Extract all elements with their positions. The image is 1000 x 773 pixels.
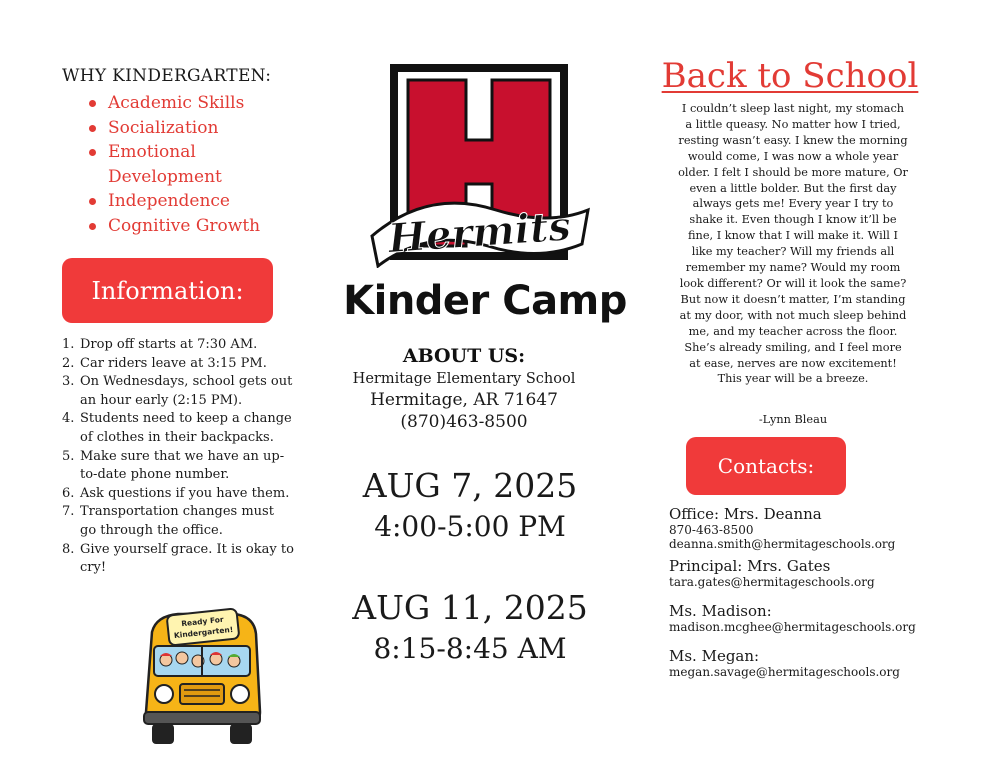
camp-date-1: AUG 7, 2025 bbox=[362, 466, 578, 505]
list-item: 6. Ask questions if you have them. bbox=[62, 485, 290, 501]
contact-office bbox=[669, 506, 939, 551]
contact-madison bbox=[669, 603, 939, 634]
hermits-logo bbox=[368, 60, 590, 268]
contact-name: Principal: Mrs. Gates bbox=[669, 557, 831, 575]
list-item: Socialization bbox=[88, 116, 288, 141]
list-item: Emotional Development bbox=[88, 140, 288, 189]
contact-email: deanna.smith@hermitageschools.org bbox=[669, 537, 896, 551]
list-item: Academic Skills bbox=[88, 91, 288, 116]
poem-text: I couldn’t sleep last night, my stomach a little queasy. No matter how I tried, resting wasn’t easy. I knew the morning would come, I was now a whole year older. I felt I should be more mature, Or even a little bolder. But the first day always gets me! Every year I try to shake it. Even though I know it’ll be fine, I know that I will make it. Will I like my teacher? Will my friends all remember my name? Would my room look different? Or will it look the same? But now it doesn’t matter, I’m standing at my door, with not much sleep behind me, and my teacher across the floor. She’s already smiling, and I feel more at ease, nerves are now excitement! This year will be a breeze. bbox=[678, 102, 908, 386]
school-city: Hermitage, AR 71647 bbox=[370, 390, 558, 410]
contact-name: Ms. Megan: bbox=[669, 647, 760, 665]
camp-date-2: AUG 11, 2025 bbox=[352, 588, 588, 627]
list-item: 1. Drop off starts at 7:30 AM. bbox=[62, 337, 258, 352]
back-to-school-heading: Back to School bbox=[661, 56, 919, 96]
bullet-icon bbox=[89, 223, 96, 230]
svg-text:Kindergarten!: Kindergarten! bbox=[173, 624, 234, 641]
list-item: 2. Car riders leave at 3:15 PM. bbox=[62, 355, 267, 371]
logo-script-text: Hermits bbox=[386, 202, 573, 263]
page-title: Kinder Camp bbox=[343, 278, 627, 324]
list-item: 8. Give yourself grace. It is okay to cry! bbox=[62, 541, 294, 576]
contact-megan bbox=[669, 648, 939, 679]
contacts-heading: Contacts: bbox=[686, 437, 846, 495]
svg-text:Ready For: Ready For bbox=[180, 614, 225, 629]
camp-time-2: 8:15-8:45 AM bbox=[373, 632, 567, 665]
contact-phone: 870-463-8500 bbox=[669, 523, 754, 537]
camp-time-1: 4:00-5:00 PM bbox=[374, 510, 566, 543]
school-bus-icon bbox=[138, 608, 266, 748]
list-item: 5. Make sure that we have an up-to-date phone number. bbox=[62, 448, 285, 483]
list-item: Independence bbox=[88, 189, 288, 214]
school-phone: (870)463-8500 bbox=[400, 412, 528, 432]
contact-email: tara.gates@hermitageschools.org bbox=[669, 575, 875, 589]
bullet-icon bbox=[89, 198, 96, 205]
bullet-icon bbox=[89, 125, 96, 132]
contact-principal bbox=[669, 558, 939, 589]
why-kindergarten-list bbox=[88, 91, 288, 238]
bullet-icon bbox=[89, 100, 96, 107]
about-heading: ABOUT US: bbox=[402, 345, 526, 367]
list-item: 7. Transportation changes must go through the office. bbox=[62, 504, 274, 538]
why-kindergarten-heading: WHY KINDERGARTEN: bbox=[62, 66, 272, 86]
contact-email: madison.mcghee@hermitageschools.org bbox=[669, 620, 916, 634]
information-list bbox=[62, 336, 294, 578]
contact-email: megan.savage@hermitageschools.org bbox=[669, 665, 900, 679]
contact-name: Office: Mrs. Deanna bbox=[669, 505, 822, 523]
school-name: Hermitage Elementary School bbox=[352, 371, 576, 387]
poem-author: -Lynn Bleau bbox=[758, 413, 828, 426]
information-heading: Information: bbox=[62, 258, 273, 323]
list-item: Cognitive Growth bbox=[88, 214, 288, 239]
list-item: 4. Students need to keep a change of clothes in their backpacks. bbox=[62, 411, 292, 445]
list-item: 3. On Wednesdays, school gets out an hour early (2:15 PM). bbox=[62, 374, 293, 408]
bullet-icon bbox=[89, 149, 96, 156]
contact-name: Ms. Madison: bbox=[669, 602, 772, 620]
